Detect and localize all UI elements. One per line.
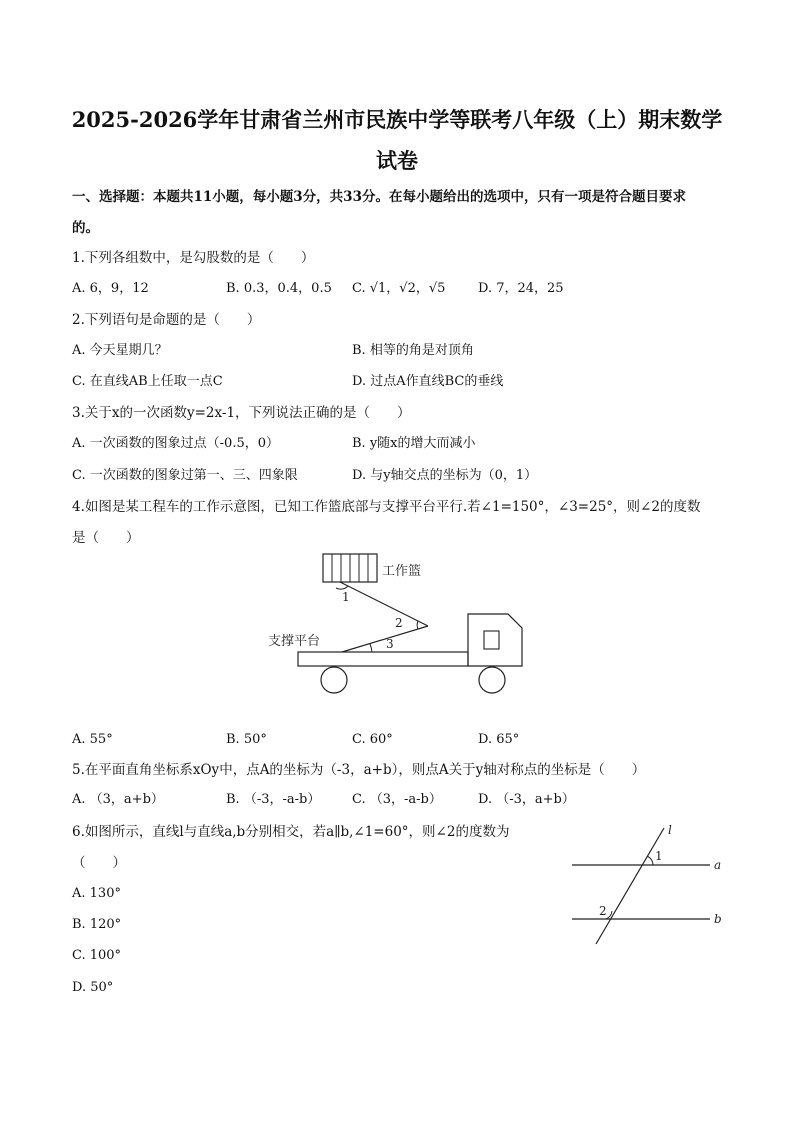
line-l-label: l: [668, 823, 672, 837]
question-6-option-b: B. 120°: [72, 917, 122, 932]
question-4-option-d: D. 65°: [478, 732, 520, 747]
question-4-option-a: A. 55°: [72, 732, 113, 747]
page-title-line2: 试卷: [376, 148, 418, 173]
platform-label: 支撑平台: [268, 634, 321, 649]
section-heading-line2: 的。: [72, 220, 99, 236]
question-6-option-c: C. 100°: [72, 948, 122, 963]
question-1-stem: 1.下列各组数中，是勾股数的是（ ）: [72, 250, 315, 266]
question-5-option-b: B. （-3，-a-b）: [226, 792, 321, 807]
question-3-stem: 3.关于x的一次函数y=2x-1，下列说法正确的是（ ）: [72, 405, 411, 421]
question-1-option-d: D. 7，24，25: [478, 281, 564, 296]
question-4-stem-line1: 4.如图是某工程车的工作示意图，已知工作篮底部与支撑平台平行.若∠1=150°，∠3=25°，则∠2的度数: [72, 499, 701, 515]
question-3-option-b: B. y随x的增大而减小: [352, 436, 476, 451]
question-4-stem-line2: 是（ ）: [72, 530, 140, 546]
question-3-option-d: D. 与y轴交点的坐标为（0，1）: [352, 468, 538, 483]
question-5-option-d: D. （-3，a+b）: [478, 792, 575, 807]
question-6-option-a: A. 130°: [72, 886, 121, 901]
question-6-option-d: D. 50°: [72, 980, 114, 995]
question-4-option-c: C. 60°: [352, 732, 393, 747]
wheel-rear: [321, 667, 347, 693]
question-5-option-c: C. （3，-a-b）: [352, 792, 442, 807]
question-2-option-a: A. 今天星期几？: [72, 343, 168, 358]
truck-angle-2: 2: [395, 616, 403, 630]
question-6-stem-line2: （ ）: [72, 855, 126, 871]
wheel-front: [479, 667, 505, 693]
truck-diagram: [260, 548, 540, 698]
truck-angle-3: 3: [386, 637, 394, 651]
section-heading-line1: 一、选择题：本题共11小题，每小题3分，共33分。在每小题给出的选项中，只有一项是符合题目要求: [72, 189, 686, 205]
page-title-line1: 2025-2026学年甘肃省兰州市民族中学等联考八年级（上）期末数学: [71, 107, 723, 132]
lines-angle-2: 2: [599, 904, 607, 918]
question-6-stem-line1: 6.如图所示，直线l与直线a,b分别相交，若a∥b,∠1=60°，则∠2的度数为: [72, 824, 510, 840]
question-1-option-b: B. 0.3，0.4，0.5: [226, 281, 332, 296]
truck-angle-1: 1: [342, 590, 350, 604]
question-4-option-b: B. 50°: [226, 732, 267, 747]
line-a-label: a: [714, 858, 722, 872]
question-2-option-d: D. 过点A作直线BC的垂线: [352, 374, 504, 389]
question-2-option-c: C. 在直线AB上任取一点C: [72, 374, 223, 389]
parallel-lines-diagram: [560, 818, 740, 953]
platform-shape: [298, 652, 468, 666]
basket-label: 工作篮: [382, 564, 422, 579]
cab-shape: [468, 614, 522, 666]
question-3-option-c: C. 一次函数的图象过第一、三、四象限: [72, 468, 298, 483]
question-5-stem: 5.在平面直角坐标系xOy中，点A的坐标为（-3，a+b），则点A关于y轴对称点的坐标是（ ）: [72, 762, 646, 778]
question-2-stem: 2.下列语句是命题的是（ ）: [72, 312, 261, 328]
line-b-label: b: [714, 912, 722, 926]
question-1-option-a: A. 6，9，12: [72, 281, 149, 296]
question-3-option-a: A. 一次函数的图象过点（-0.5，0）: [72, 436, 279, 451]
question-2-option-b: B. 相等的角是对顶角: [352, 343, 474, 358]
lines-angle-1: 1: [655, 849, 663, 863]
question-1-option-c: C. √1，√2，√5: [352, 281, 446, 296]
question-5-option-a: A. （3，a+b）: [72, 792, 164, 807]
